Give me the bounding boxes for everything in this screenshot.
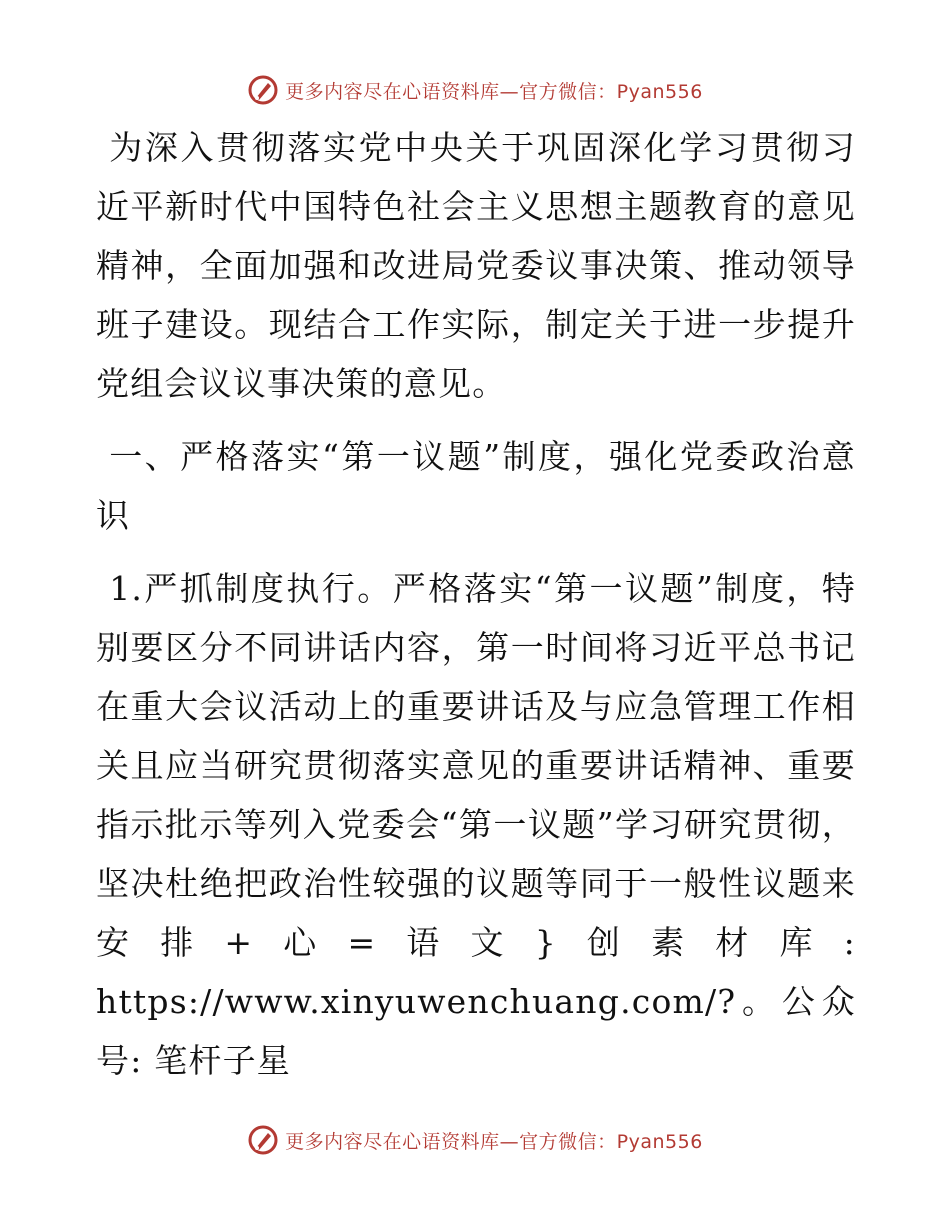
intro-paragraph: 为深入贯彻落实党中央关于巩固深化学习贯彻习近平新时代中国特色社会主义思想主题教育的意见精神，全面加强和改进局党委议事决策、推动领导班子建设。现结合工作实际，制定关于进一步提升党组会议议事决策的意见。: [96, 128, 856, 403]
footer-watermark-text: 更多内容尽在心语资料库—官方微信：Pyan556: [285, 1130, 703, 1153]
document-body: [96, 118, 856, 1090]
section-heading: 一、严格落实“第一议题”制度，强化党委政治意识: [96, 437, 856, 535]
footer-watermark: [0, 1118, 950, 1162]
header-watermark-text: 更多内容尽在心语资料库—官方微信：Pyan556: [285, 80, 703, 103]
header-watermark: [0, 68, 950, 112]
item-paragraph: 1.严抓制度执行。严格落实“第一议题”制度，特别要区分不同讲话内容，第一时间将习近平总书记在重大会议活动上的重要讲话及与应急管理工作相关且应当研究贯彻落实意见的重要讲话精神、重要指示批示等列入党委会“第一议题”学习研究贯彻，坚决杜绝把政治性较强的议题等同于一般性议题来安排+心=语文}创素材库: https://www.xinyuwenchuang.com/?。公众号: 笔杆子星: [96, 569, 856, 1080]
pen-circle-logo-icon: [247, 74, 279, 106]
pen-circle-logo-icon: [247, 1124, 279, 1156]
